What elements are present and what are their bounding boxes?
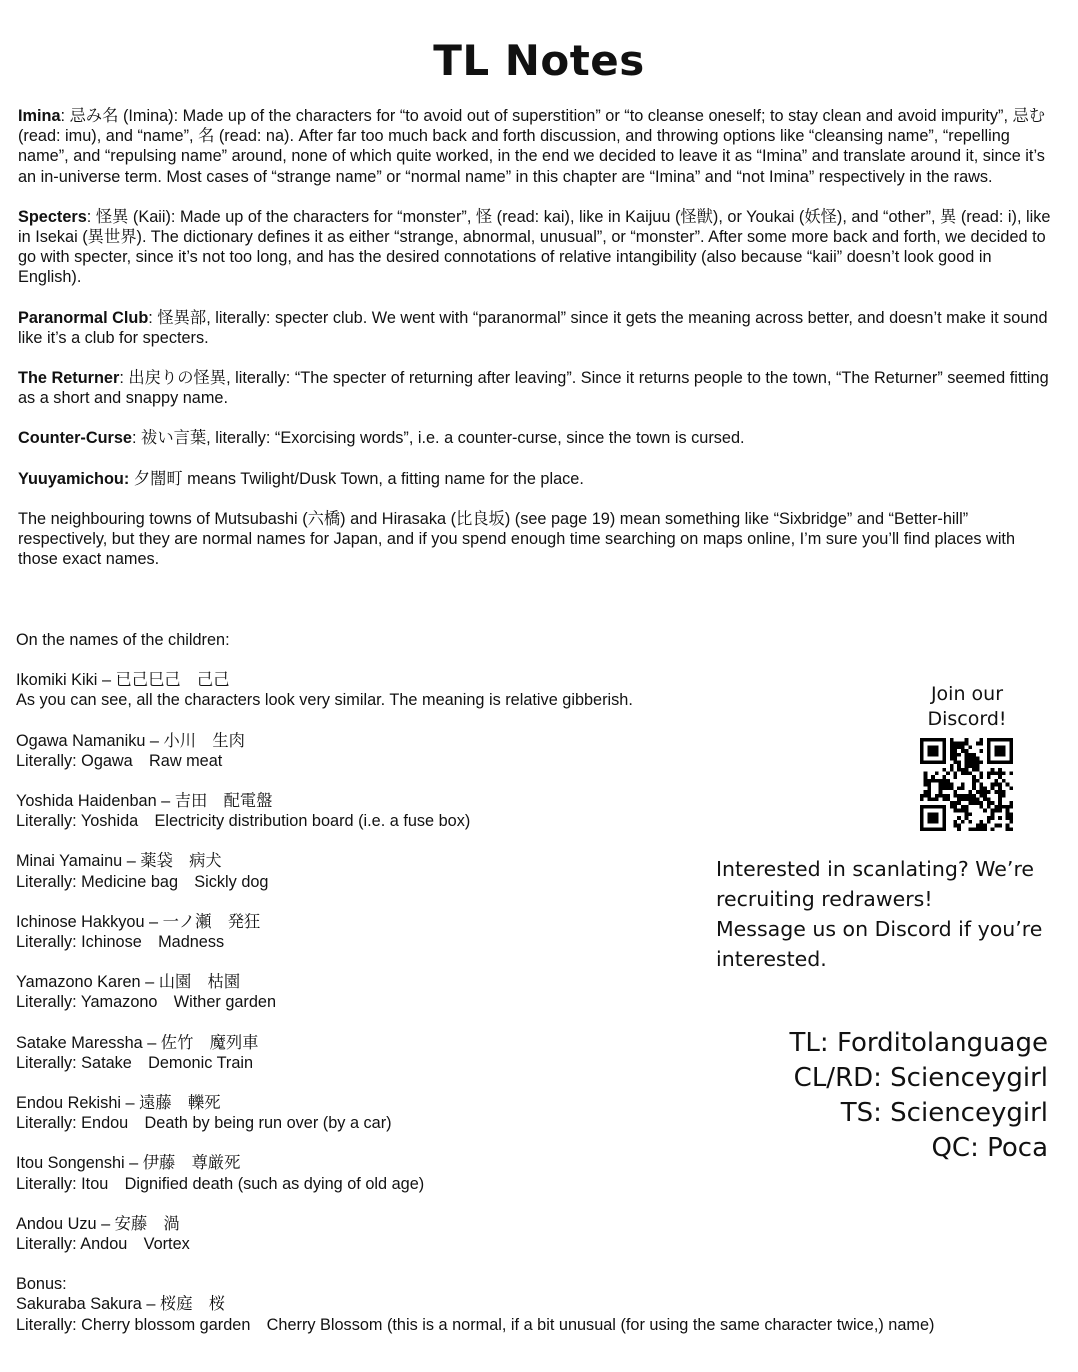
child-meaning: Literally: Andou Vortex [16, 1235, 190, 1254]
tl-notes [18, 106, 1058, 589]
note-text: : 怪異部, literally: specter club. We went with “paranormal” since it gets the meaning across better, and doesn’t make it sound like it’s a club for specters. [18, 308, 1048, 347]
child-meaning: Literally: Yoshida Electricity distribution board (i.e. a fuse box) [16, 812, 471, 831]
note-yuuyamichou [18, 469, 1058, 489]
child-meaning: Literally: Medicine bag Sickly dog [16, 872, 269, 891]
note-the-returner [18, 368, 1058, 408]
child-name: Ogawa Namaniku – 小川 生肉 [16, 731, 245, 750]
note-text: The neighbouring towns of Mutsubashi (六橋) and Hirasaka (比良坂) (see page 19) mean something like “Sixbridge” and “Better-hill” respectively, but they are normal names for Japan, and if you spend enough time searching on maps online, I’m sure you’ll find places with those exact names. [18, 509, 1016, 569]
recruit-line: interested. [716, 947, 827, 971]
note-term: Paranormal Club [18, 308, 149, 327]
note-text: : 出戻りの怪異, literally: “The specter of returning after leaving”. Since it returns people to the town, “The Returner” seemed fitting as a short and snappy name. [18, 369, 1049, 408]
note-term: Yuuyamichou: [18, 469, 130, 488]
child-entry [16, 791, 1066, 831]
credit-qc: QC: Poca [931, 1133, 1048, 1163]
note-text: 夕闇町 means Twilight/Dusk Town, a fitting name for the place. [129, 469, 584, 488]
child-name: Yamazono Karen – 山園 枯園 [16, 973, 241, 992]
child-entry [16, 972, 1066, 1012]
child-meaning: Literally: Yamazono Wither garden [16, 993, 277, 1012]
discord-invite [905, 682, 1029, 732]
note-text: : 祓い言葉, literally: “Exorcising words”, i.e. a counter-curse, since the town is cursed. [131, 429, 745, 448]
discord-line: Discord! [927, 708, 1007, 730]
page-title: TL Notes [433, 36, 645, 85]
credit-tl: TL: Forditolanguage [789, 1028, 1048, 1058]
bonus-meaning: Literally: Cherry blossom garden Cherry Blossom (this is a normal, if a bit unusual (for using the same character twice,) name) [16, 1315, 935, 1334]
note-counter-curse [18, 428, 1058, 448]
credit-ts: TS: Scienceygirl [840, 1098, 1048, 1128]
child-meaning: Literally: Itou Dignified death (such as dying of old age) [16, 1174, 425, 1193]
note-imina [18, 106, 1058, 187]
recruitment-message [716, 854, 1066, 974]
recruit-line: Interested in scanlating? We’re [716, 857, 1035, 881]
bonus-name: Sakuraba Sakura – 桜庭 桜 [16, 1295, 226, 1314]
children-names [16, 630, 1066, 1335]
note-paranormal-club [18, 308, 1058, 348]
child-name: Satake Maressha – 佐竹 魔列車 [16, 1033, 259, 1052]
note-specters [18, 207, 1058, 288]
child-meaning: Literally: Endou Death by being run over (by a car) [16, 1114, 392, 1133]
child-name: Yoshida Haidenban – 吉田 配電盤 [16, 792, 273, 811]
note-term: The Returner [18, 369, 120, 388]
child-name: Andou Uzu – 安藤 渦 [16, 1214, 180, 1233]
discord-line: Join our [930, 683, 1004, 705]
credits [790, 1026, 1048, 1166]
child-name: Minai Yamainu – 薬袋 病犬 [16, 852, 222, 871]
note-text: : 怪異 (Kaii): Made up of the characters for “monster”, 怪 (read: kai), like in Kaijuu (怪獣), or Youkai (妖怪), and “other”, 異 (read: i), like in Isekai (異世界). The dictionary defines it as either “strange, abnormal, unusual”, or “monster”. After some more back and forth, we decided to go with specter, since it’s not too long, and has the desired connotations of relative intangibility (also because “kaii” doesn’t look good in English). [18, 207, 1051, 287]
child-entry [16, 731, 1066, 771]
child-meaning: As you can see, all the characters look very similar. The meaning is relative gibberish. [16, 691, 633, 710]
recruit-line: Message us on Discord if you’re [716, 917, 1043, 941]
note-term: Specters [18, 207, 87, 226]
note-term: Counter-Curse [18, 429, 132, 448]
note-term: Imina [18, 107, 61, 125]
child-name: Endou Rekishi – 遠藤 轢死 [16, 1094, 221, 1113]
note-neighbouring-towns [18, 509, 1058, 570]
child-name: Ichinose Hakkyou – 一ノ瀬 発狂 [16, 912, 261, 931]
child-meaning: Literally: Ogawa Raw meat [16, 751, 223, 770]
recruit-line: recruiting redrawers! [716, 887, 933, 911]
child-name: Itou Songenshi – 伊藤 尊厳死 [16, 1154, 241, 1173]
discord-qr-code[interactable] [920, 738, 1013, 831]
note-text: : 忌み名 (Imina): Made up of the characters for “to avoid out of superstition” or “to cleanse oneself; to stay clean and avoid impurity”, 忌む (read: imu), and “name”, 名 (read: na). After far too much back and forth discussion, and throwing options like “cleansing name”, “repelling name”, and “repulsing name” around, none of which quite worked, in the end we decided to leave it as “Imina” and translate around it, since it’s an in-universe term. Most cases of “strange name” or “normal name” in this chapter are “Imina” and “not Imina” respectively in the raws. [18, 107, 1046, 186]
child-name: Ikomiki Kiki – 已己巳己 己己 [16, 671, 230, 690]
child-entry [16, 1214, 1066, 1254]
child-meaning: Literally: Ichinose Madness [16, 933, 225, 952]
bonus-entry [16, 1274, 1066, 1335]
children-intro: On the names of the children: [16, 631, 230, 649]
bonus-label: Bonus: [16, 1275, 67, 1294]
child-meaning: Literally: Satake Demonic Train [16, 1053, 254, 1072]
credit-cl-rd: CL/RD: Scienceygirl [793, 1063, 1048, 1093]
